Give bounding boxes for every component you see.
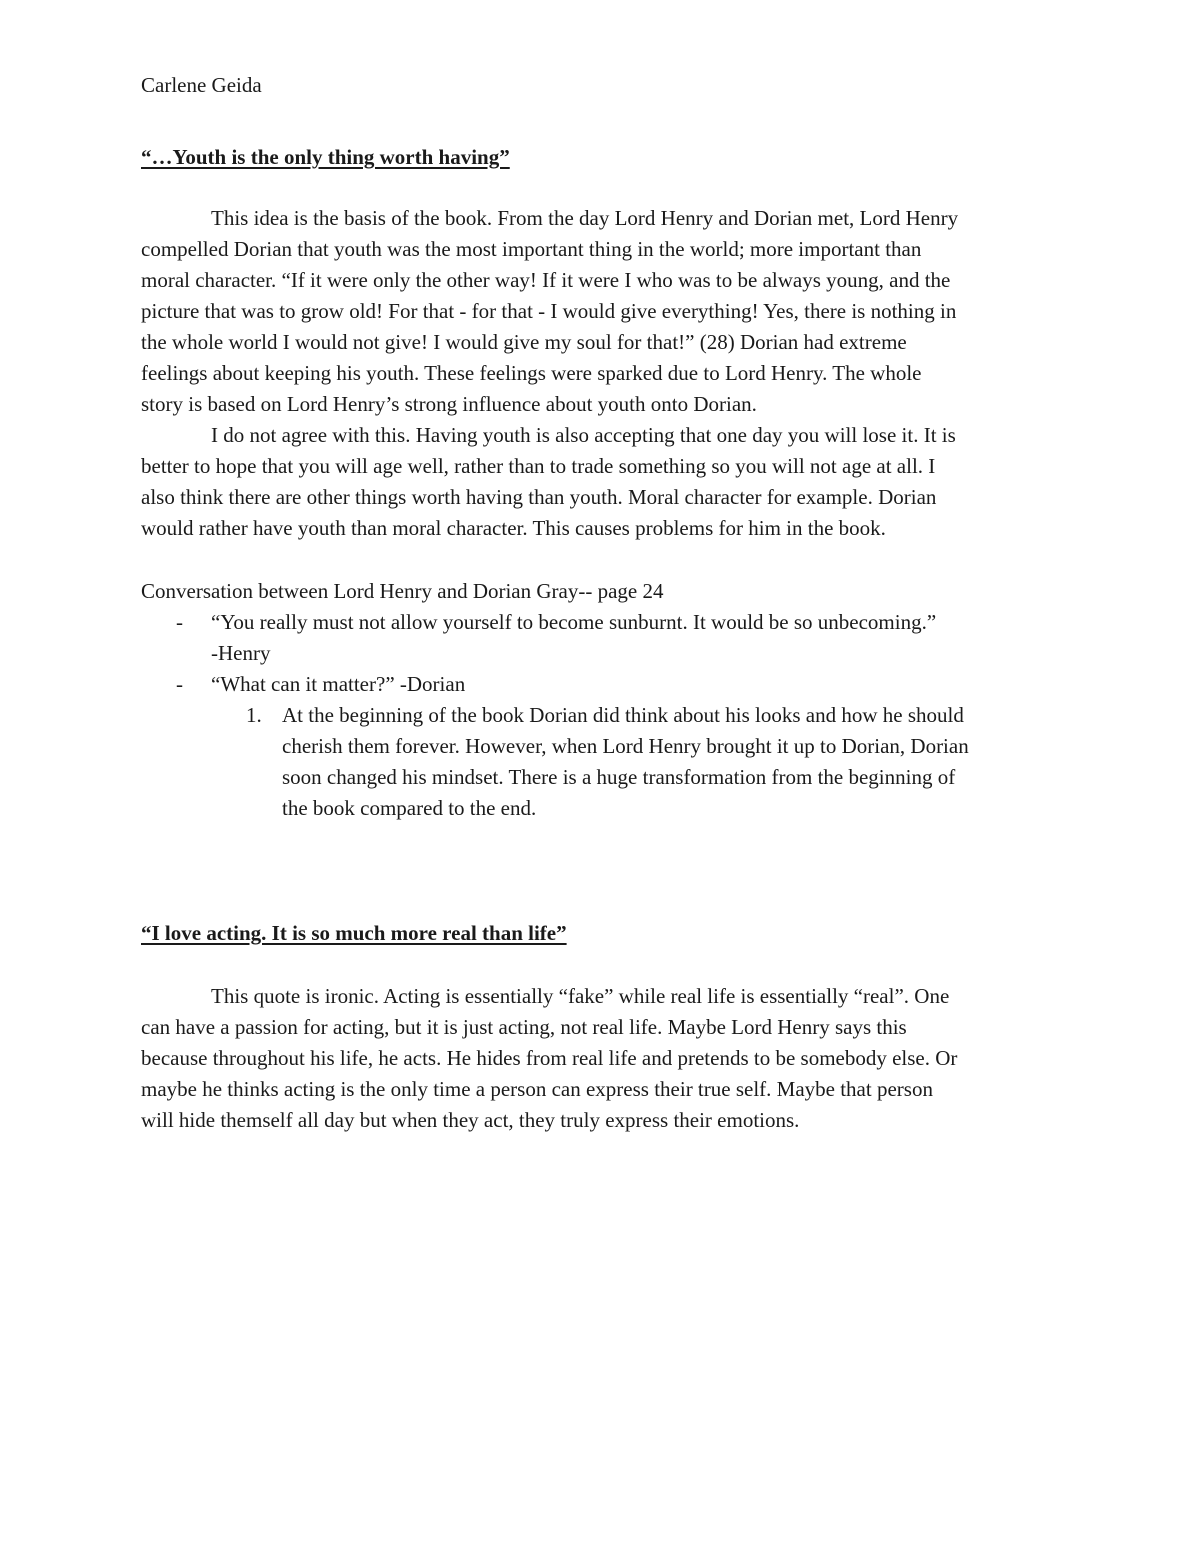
- numbered-line: At the beginning of the book Dorian did think about his looks and how he should: [282, 703, 964, 727]
- bullet-marker: -: [176, 610, 183, 634]
- paragraph-line: will hide themself all day but when they act, they truly express their emotions.: [141, 1108, 800, 1132]
- paragraph-line: moral character. “If it were only the other way! If it were I who was to be always young, and the: [141, 268, 951, 292]
- bullet-marker: -: [176, 672, 183, 696]
- paragraph-line: can have a passion for acting, but it is just acting, not real life. Maybe Lord Henry says this: [141, 1015, 907, 1039]
- bullet-line: “What can it matter?” -Dorian: [211, 672, 466, 696]
- paragraph-line: picture that was to grow old! For that - for that - I would give everything! Yes, there is nothing in: [141, 299, 957, 323]
- paragraph-line: story is based on Lord Henry’s strong influence about youth onto Dorian.: [141, 392, 757, 416]
- author-name: Carlene Geida: [141, 73, 262, 97]
- paragraph-line: compelled Dorian that youth was the most important thing in the world; more important than: [141, 237, 922, 261]
- numbered-line: the book compared to the end.: [282, 796, 537, 820]
- numbered-marker: 1.: [246, 703, 262, 727]
- bullet-line: “You really must not allow yourself to become sunburnt. It would be so unbecoming.”: [211, 610, 937, 634]
- paragraph-line: I do not agree with this. Having youth is also accepting that one day you will lose it. It is: [211, 423, 956, 447]
- section-heading-youth: “…Youth is the only thing worth having”: [141, 145, 510, 169]
- paragraph-line: would rather have youth than moral character. This causes problems for him in the book.: [141, 516, 886, 540]
- paragraph-line: the whole world I would not give! I would give my soul for that!” (28) Dorian had extreme: [141, 330, 907, 354]
- numbered-line: soon changed his mindset. There is a huge transformation from the beginning of: [282, 765, 956, 789]
- paragraph-line: This idea is the basis of the book. From the day Lord Henry and Dorian met, Lord Henry: [211, 206, 959, 230]
- section-heading-acting: “I love acting. It is so much more real than life”: [141, 921, 567, 945]
- paragraph-line: feelings about keeping his youth. These feelings were sparked due to Lord Henry. The whole: [141, 361, 922, 385]
- numbered-line: cherish them forever. However, when Lord Henry brought it up to Dorian, Dorian: [282, 734, 969, 758]
- paragraph-line: This quote is ironic. Acting is essentially “fake” while real life is essentially “real”. One: [211, 984, 950, 1008]
- paragraph-line: better to hope that you will age well, rather than to trade something so you will not age at all. I: [141, 454, 936, 478]
- paragraph-line: because throughout his life, he acts. He hides from real life and pretends to be somebody else. Or: [141, 1046, 958, 1070]
- paragraph-line: maybe he thinks acting is the only time a person can express their true self. Maybe that person: [141, 1077, 933, 1101]
- conversation-title: Conversation between Lord Henry and Dorian Gray-- page 24: [141, 579, 664, 603]
- paragraph-line: also think there are other things worth having than youth. Moral character for example. Dorian: [141, 485, 937, 509]
- bullet-line: -Henry: [211, 641, 271, 665]
